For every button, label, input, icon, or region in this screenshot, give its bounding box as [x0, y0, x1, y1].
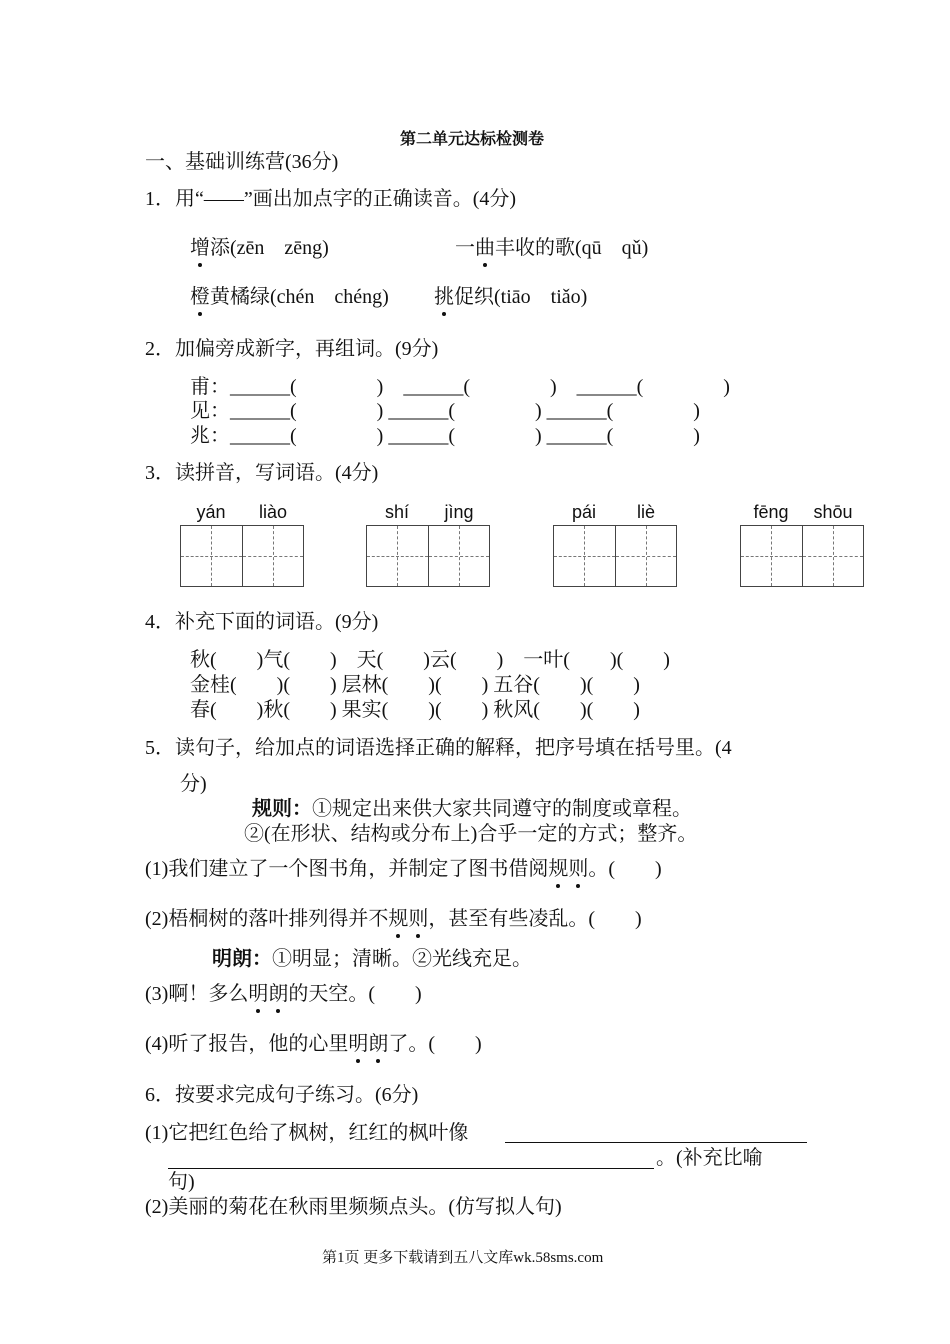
pinyin: shōu: [813, 502, 853, 522]
pinyin: pái: [571, 502, 597, 522]
page-footer: 第1页 更多下载请到五八文库wk.58sms.com: [322, 1250, 604, 1266]
q1-item-1: 增添(zēn zēng): [190, 237, 329, 259]
q5-sentence-1: (1)我们建立了一个图书角，并制定了图书借阅规则。( ): [145, 858, 662, 880]
writing-grid-1[interactable]: [180, 525, 304, 587]
question-5-stem-cont: 分): [180, 773, 207, 795]
q4-row-2: 金桂( )( ) 层林( )( ) 五谷( )( ): [190, 674, 640, 696]
q5-sentence-4: (4)听了报告，他的心里明朗了。( ): [145, 1033, 482, 1055]
q6-sentence-1-end-cont: 句): [168, 1171, 195, 1193]
question-3-stem: 3．读拼音，写词语。(4分): [145, 462, 379, 484]
pinyin: fēng: [753, 502, 789, 522]
q5-sentence-3: (3)啊！多么明朗的天空。( ): [145, 983, 422, 1005]
writing-grid-3[interactable]: [553, 525, 677, 587]
pinyin: liè: [636, 502, 655, 522]
q2-row-3: 兆：______( ) ______( ) ______( ): [190, 425, 700, 447]
q5-sentence-2: (2)梧桐树的落叶排列得并不规则，甚至有些凌乱。( ): [145, 908, 642, 930]
question-5-stem: 5．读句子，给加点的词语选择正确的解释，把序号填在括号里。(4: [145, 737, 732, 759]
q2-row-1: 甫：______( ) ______( ) ______( ): [190, 376, 730, 398]
definition-guize-2: ②(在形状、结构或分布上)合乎一定的方式；整齐。: [244, 823, 698, 845]
question-4-stem: 4．补充下面的词语。(9分): [145, 611, 379, 633]
answer-line[interactable]: [505, 1142, 807, 1143]
q1-item-2: 一曲丰收的歌(qū qǔ): [455, 237, 649, 259]
question-2-stem: 2．加偏旁成新字，再组词。(9分): [145, 338, 439, 360]
q4-row-3: 春( )秋( ) 果实( )( ) 秋风( )( ): [190, 699, 640, 721]
definition-guize-1: 规则：①规定出来供大家共同遵守的制度或章程。: [252, 798, 692, 820]
section-heading: 一、基础训练营(36分): [145, 151, 339, 173]
pinyin: jìng: [444, 502, 474, 522]
question-6-stem: 6．按要求完成句子练习。(6分): [145, 1084, 419, 1106]
q2-row-2: 见：______( ) ______( ) ______( ): [190, 400, 700, 422]
definition-minglang: 明朗：①明显；清晰。②光线充足。: [212, 948, 532, 970]
q1-item-4: 挑促织(tiāo tiǎo): [434, 286, 588, 308]
q6-sentence-1-end: 。(补充比喻: [656, 1147, 763, 1169]
q1-item-3: 橙黄橘绿(chén chéng): [190, 286, 389, 308]
question-1-stem: 1．用“——”画出加点字的正确读音。(4分): [145, 188, 517, 210]
q4-row-1: 秋( )气( ) 天( )云( ) 一叶( )( ): [190, 649, 670, 671]
q6-sentence-1: (1)它把红色给了枫树，红红的枫叶像: [145, 1122, 469, 1144]
page-title: 第二单元达标检测卷: [400, 131, 545, 148]
pinyin: yán: [196, 502, 226, 522]
writing-grid-4[interactable]: [740, 525, 864, 587]
answer-line[interactable]: [168, 1168, 654, 1169]
pinyin: liào: [258, 502, 288, 522]
writing-grid-2[interactable]: [366, 525, 490, 587]
pinyin: shí: [384, 502, 409, 522]
q6-sentence-2: (2)美丽的菊花在秋雨里频频点头。(仿写拟人句): [145, 1196, 562, 1218]
